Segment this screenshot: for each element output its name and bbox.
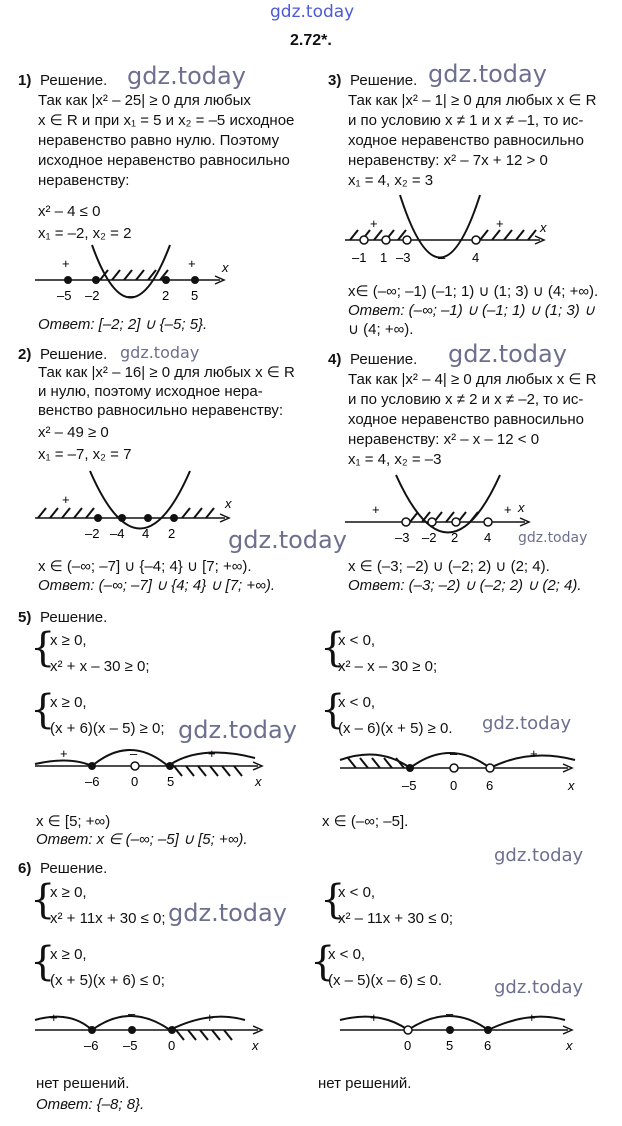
tick-label: –4 xyxy=(110,526,125,541)
watermark-top: gdz.today xyxy=(270,2,355,22)
system-line: x < 0, xyxy=(338,694,376,711)
system xyxy=(50,690,165,742)
axis-var: x xyxy=(255,774,262,789)
text-line: и по условию x ≠ 2 и x ≠ –2, то ис- xyxy=(348,391,584,408)
system-brace: { xyxy=(310,939,336,985)
axis-var: x xyxy=(518,500,525,515)
solution: нет решений. xyxy=(36,1075,130,1092)
system-line: x² + 11x + 30 ≤ 0; xyxy=(50,910,166,927)
tick-label: –3 xyxy=(395,530,410,545)
system-line: (x + 5)(x + 6) ≤ 0; xyxy=(50,972,165,989)
system-line: x ≥ 0, xyxy=(50,946,87,963)
tick-label: 1 xyxy=(380,250,388,265)
text-line: x₁ = –7, x₂ = 7 xyxy=(38,446,132,463)
axis-var: x xyxy=(566,1038,573,1053)
axis-var: x xyxy=(225,496,232,511)
tick-label: 2 xyxy=(451,530,459,545)
system xyxy=(50,942,165,994)
text-line: Так как |x² – 1| ≥ 0 для любых x ∈ R xyxy=(348,92,597,109)
text-line: Так как |x² – 25| ≥ 0 для любых xyxy=(38,92,251,109)
system-line: x ≥ 0, xyxy=(50,884,87,901)
system-line: x ≥ 0, xyxy=(50,632,87,649)
sign-label: + xyxy=(50,1010,58,1025)
text-line: x₁ = 4, x₂ = 3 xyxy=(348,172,434,189)
text-line: x² – 49 ≥ 0 xyxy=(38,424,109,441)
number-line-6a xyxy=(30,1008,270,1064)
tick-label: 6 xyxy=(484,1038,492,1053)
text-line: исходное неравенство равносильно xyxy=(38,152,290,169)
sign-label: + xyxy=(206,1010,214,1025)
sign-label: + xyxy=(62,492,70,507)
solution: x ∈ (–3; –2) ∪ (–2; 2) ∪ (2; 4). xyxy=(348,558,550,575)
solution: x ∈ (–∞; –5]. xyxy=(322,813,409,830)
system xyxy=(338,690,453,742)
sign-label: + xyxy=(530,746,538,761)
tick-label: –2 xyxy=(85,526,100,541)
axis-var: x xyxy=(568,778,575,793)
system-line: x² – x – 30 ≥ 0; xyxy=(338,658,438,675)
watermark: gdz.today xyxy=(428,60,547,88)
tick-label: 0 xyxy=(404,1038,412,1053)
number-line-1 xyxy=(30,240,240,310)
solution-heading: Решение. xyxy=(40,860,108,877)
sign-label: + xyxy=(528,1010,536,1025)
text-line: x² – 4 ≤ 0 xyxy=(38,203,101,220)
sign-label: + xyxy=(62,256,70,271)
system-line: x ≥ 0, xyxy=(50,694,87,711)
sign-label: + xyxy=(372,502,380,517)
system xyxy=(328,942,442,994)
sign-label: + xyxy=(60,746,68,761)
text-line: неравенству: x² – 7x + 12 > 0 xyxy=(348,152,548,169)
text-line: и нулю, поэтому исходное нера- xyxy=(38,383,263,400)
tick-label: 0 xyxy=(131,774,139,789)
problem-number: 6) xyxy=(18,860,32,877)
number-line-6b xyxy=(330,1008,580,1064)
sign-label: – xyxy=(128,288,136,303)
tick-label: 4 xyxy=(484,530,492,545)
solution-heading: Решение. xyxy=(350,351,418,368)
text-line: венство равносильно неравенству: xyxy=(38,402,284,419)
solution-heading: Решение. xyxy=(40,346,108,363)
system-brace: { xyxy=(320,625,346,671)
number-line-5a xyxy=(30,744,270,804)
watermark: gdz.today xyxy=(494,845,584,866)
problem-number: 5) xyxy=(18,609,32,626)
system-line: x² – 11x + 30 ≤ 0; xyxy=(338,910,454,927)
axis-var: x xyxy=(222,260,229,275)
answer: Ответ: (–∞; –7] ∪ {4; 4} ∪ [7; +∞). xyxy=(38,577,276,594)
text-line: неравенство равно нулю. Поэтому xyxy=(38,132,280,149)
axis-var: x xyxy=(540,220,547,235)
text-line: x₁ = –2, x₂ = 2 xyxy=(38,225,132,242)
sign-label: – xyxy=(450,746,458,761)
sign-label: + xyxy=(370,1010,378,1025)
watermark: gdz.today xyxy=(178,716,297,744)
exercise-title: 2.72*. xyxy=(290,32,332,49)
tick-label: 2 xyxy=(162,288,170,303)
system-line: (x – 6)(x + 5) ≥ 0. xyxy=(338,720,453,737)
solution: нет решений. xyxy=(318,1075,412,1092)
tick-label: –1 xyxy=(352,250,367,265)
system-line: x < 0, xyxy=(328,946,366,963)
system-brace: { xyxy=(320,877,346,923)
watermark: gdz.today xyxy=(228,526,347,554)
system-line: (x – 5)(x – 6) ≤ 0. xyxy=(328,972,443,989)
answer: Ответ: (–3; –2) ∪ (–2; 2) ∪ (2; 4). xyxy=(348,577,582,594)
system xyxy=(338,628,437,680)
system-brace: { xyxy=(30,877,56,923)
watermark: gdz.today xyxy=(448,340,567,368)
tick-label: –6 xyxy=(84,1038,99,1053)
watermark: gdz.today xyxy=(482,713,572,734)
text-line: Так как |x² – 16| ≥ 0 для любых x ∈ R xyxy=(38,364,295,381)
system xyxy=(50,880,166,932)
number-line-5b xyxy=(330,744,580,804)
answer: Ответ: {–8; 8}. xyxy=(36,1096,145,1113)
tick-label: 4 xyxy=(142,526,150,541)
watermark: gdz.today xyxy=(120,343,200,362)
answer-cont: ∪ (4; +∞). xyxy=(348,321,414,338)
system-brace: { xyxy=(320,687,346,733)
sign-label: + xyxy=(496,216,504,231)
system-brace: { xyxy=(30,687,56,733)
sign-label: – xyxy=(446,1008,454,1021)
tick-label: 2 xyxy=(168,526,176,541)
tick-label: –3 xyxy=(396,250,411,265)
system-line: x < 0, xyxy=(338,884,376,901)
tick-label: –5 xyxy=(123,1038,138,1053)
system-line: x² + x – 30 ≥ 0; xyxy=(50,658,150,675)
text-line: неравенству: xyxy=(38,172,130,189)
text-line: x₁ = 4, x₂ = –3 xyxy=(348,451,442,468)
solution-heading: Решение. xyxy=(40,609,108,626)
text-line: Так как |x² – 4| ≥ 0 для любых x ∈ R xyxy=(348,371,597,388)
tick-label: 5 xyxy=(446,1038,454,1053)
tick-label: –6 xyxy=(85,774,100,789)
sign-label: – xyxy=(130,746,138,761)
tick-label: 5 xyxy=(191,288,199,303)
number-line-4 xyxy=(340,470,540,555)
answer: Ответ: (–∞; –1) ∪ (–1; 1) ∪ (1; 3) ∪ xyxy=(348,302,595,319)
problem-number: 4) xyxy=(328,351,342,368)
sign-label: – xyxy=(128,1008,136,1021)
sign-label: + xyxy=(370,216,378,231)
sign-label: + xyxy=(208,746,216,761)
watermark: gdz.today xyxy=(168,899,287,927)
sign-label: – xyxy=(438,250,446,265)
text-line: ходное неравенство равносильно xyxy=(348,411,585,428)
answer: Ответ: [–2; 2] ∪ {–5; 5}. xyxy=(38,316,208,333)
solution: x ∈ [5; +∞) xyxy=(36,813,111,830)
system xyxy=(338,880,453,932)
text-line: и по условию x ≠ 1 и x ≠ –1, то ис- xyxy=(348,112,584,129)
text-line: x ∈ R и при x₁ = 5 и x₂ = –5 исходное xyxy=(38,112,295,129)
system-line: (x + 6)(x – 5) ≥ 0; xyxy=(50,720,165,737)
text-line: неравенству: x² – x – 12 < 0 xyxy=(348,431,540,448)
system-brace: { xyxy=(30,625,56,671)
tick-label: 5 xyxy=(167,774,175,789)
number-line-2 xyxy=(30,466,240,556)
text-line: ходное неравенство равносильно xyxy=(348,132,585,149)
tick-label: –5 xyxy=(57,288,72,303)
tick-label: 4 xyxy=(472,250,480,265)
system xyxy=(50,628,150,680)
watermark: gdz.today xyxy=(127,62,246,90)
answer: Ответ: x ∈ (–∞; –5] ∪ [5; +∞). xyxy=(36,831,248,848)
problem-number: 3) xyxy=(328,72,342,89)
solution-heading: Решение. xyxy=(40,72,108,89)
solution: x ∈ (–∞; –7] ∪ {–4; 4} ∪ [7; +∞). xyxy=(38,558,252,575)
system-line: x < 0, xyxy=(338,632,376,649)
tick-label: 0 xyxy=(450,778,458,793)
watermark: gdz.today xyxy=(494,977,584,998)
axis-var: x xyxy=(252,1038,259,1053)
tick-label: –5 xyxy=(402,778,417,793)
solution: x∈ (–∞; –1) (–1; 1) ∪ (1; 3) ∪ (4; +∞). xyxy=(348,283,599,300)
tick-label: –2 xyxy=(422,530,437,545)
problem-number: 2) xyxy=(18,346,32,363)
sign-label: + xyxy=(188,256,196,271)
system-brace: { xyxy=(30,939,56,985)
number-line-3 xyxy=(340,190,560,270)
solution-heading: Решение. xyxy=(350,72,418,89)
watermark: gdz.today xyxy=(518,530,588,546)
tick-label: 6 xyxy=(486,778,494,793)
problem-number: 1) xyxy=(18,72,32,89)
tick-label: –2 xyxy=(85,288,100,303)
tick-label: 0 xyxy=(168,1038,176,1053)
sign-label: + xyxy=(504,502,512,517)
